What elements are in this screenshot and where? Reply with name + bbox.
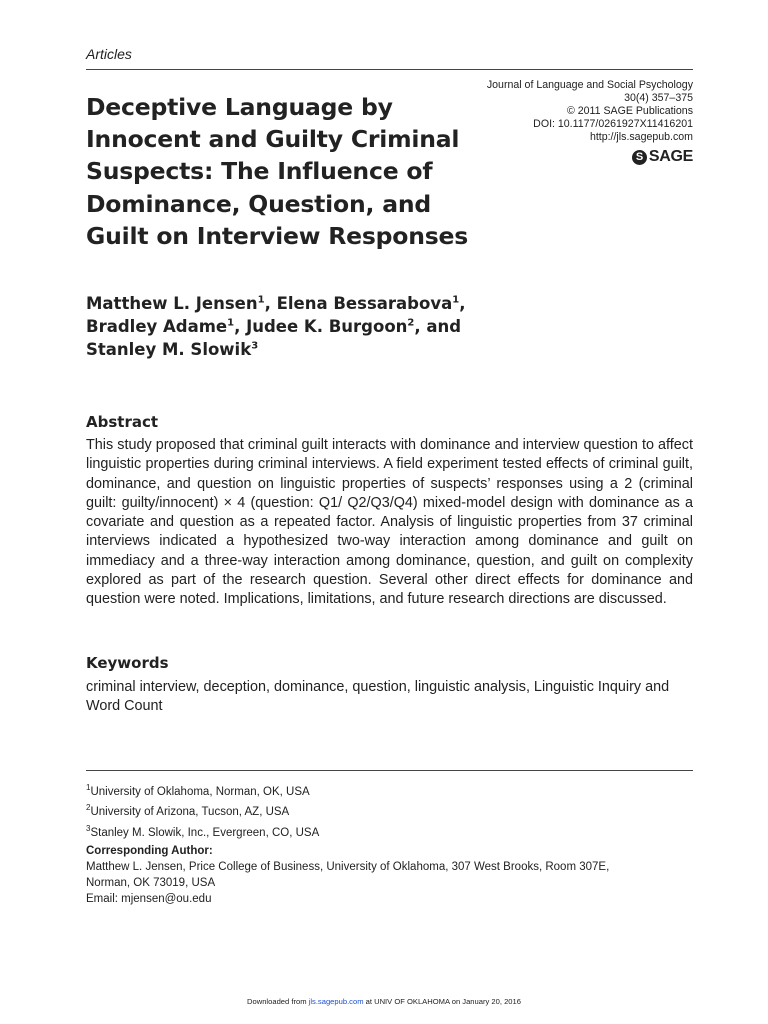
author-separator: , — [234, 317, 247, 336]
affiliation-marker: 2 — [407, 317, 415, 329]
affiliation-marker: 1 — [227, 317, 235, 329]
affiliation-marker: 1 — [257, 294, 265, 306]
affiliation-item — [86, 821, 319, 841]
affiliation-number: 3 — [86, 823, 91, 833]
keywords-heading: Keywords — [86, 654, 169, 672]
affiliation-number: 2 — [86, 803, 91, 813]
author-separator: , — [459, 294, 466, 313]
author-name: Bradley Adame — [86, 317, 228, 336]
keywords-text: criminal interview, deception, dominance, question, linguistic analysis, Linguistic Inquiry and Word Count — [86, 679, 670, 715]
corresponding-email[interactable]: Email: mjensen@ou.edu — [86, 893, 212, 905]
section-label: Articles — [86, 46, 132, 62]
author-line — [86, 292, 516, 315]
title-line: Guilt on Interview Responses — [86, 221, 469, 250]
sage-logo-text: SAGE — [648, 148, 693, 165]
corresponding-line: Matthew L. Jensen, Price College of Business, University of Oklahoma, 307 West Brooks, Room 307E, — [86, 861, 610, 873]
sage-logo-icon: S — [632, 150, 647, 165]
affiliation-text: University of Arizona, Tucson, AZ, USA — [90, 806, 290, 819]
author-list — [86, 292, 516, 361]
author-name: Elena Bessarabova — [276, 294, 453, 313]
affiliation-item — [86, 780, 319, 800]
title-line: Deceptive Language by — [86, 93, 393, 121]
affiliation-item — [86, 800, 319, 820]
affiliation-number: 1 — [86, 783, 91, 792]
author-separator: , and — [414, 317, 462, 336]
journal-volume: 30(4) 357–375 — [624, 92, 693, 105]
author-separator: , — [264, 294, 277, 313]
affiliations — [86, 780, 319, 841]
affiliation-marker: 3 — [251, 340, 259, 352]
affiliation-marker: 1 — [452, 294, 460, 306]
journal-url[interactable]: http://jls.sagepub.com — [589, 131, 693, 144]
affiliation-text: University of Oklahoma, Norman, OK, USA — [90, 785, 310, 798]
corresponding-heading: Corresponding Author: — [86, 845, 213, 857]
download-suffix: at UNIV OF OKLAHOMA on January 20, 2016 — [363, 997, 521, 1006]
author-line — [86, 315, 516, 338]
corresponding-line: Norman, OK 73019, USA — [86, 877, 216, 889]
author-line — [86, 338, 516, 361]
title-line: Dominance, Question, and — [86, 189, 432, 218]
header-rule — [86, 69, 693, 70]
author-name: Matthew L. Jensen — [86, 294, 258, 313]
author-name: Judee K. Burgoon — [246, 317, 408, 336]
sage-logo — [632, 148, 693, 166]
article-title — [86, 91, 496, 252]
title-line: Suspects: The Influence of — [86, 157, 433, 186]
download-link[interactable]: jls.sagepub.com — [308, 997, 364, 1006]
journal-name: Journal of Language and Social Psychology — [486, 79, 693, 91]
author-name: Stanley M. Slowik — [86, 340, 252, 359]
corresponding-author — [86, 843, 693, 907]
abstract-text: This study proposed that criminal guilt interacts with dominance and interview question to affect linguistic properties during criminal interviews. A field experiment tested effects of criminal guilt, dominance, and question on linguistic properties of suspects’ responses using a 2 (criminal guilt: guilty/innocent) × 4 (question: Q1/ Q2/Q3/Q4) mixed-model design with dominance as a covariate and question as a repeated factor. Analysis of linguistic properties from 37 criminal interviews indicated a hypothesized two-way interaction among dominance and guilt on immediacy and a three-way interaction among dominance, question, and guilt on complexity explored as part of the research question. Several other direct effects for dominance and question were noted. Implications, limitations, and future research directions are discussed. — [86, 437, 693, 608]
abstract-heading: Abstract — [86, 413, 159, 431]
doi[interactable]: DOI: 10.1177/0261927X11416201 — [533, 118, 693, 131]
title-line: Innocent and Guilty Criminal — [86, 125, 460, 154]
affiliation-text: Stanley M. Slowik, Inc., Evergreen, CO, USA — [90, 826, 320, 839]
download-notice — [0, 997, 768, 1006]
download-prefix: Downloaded from — [247, 997, 309, 1006]
copyright: © 2011 SAGE Publications — [567, 105, 693, 118]
footnote-rule — [86, 770, 693, 771]
